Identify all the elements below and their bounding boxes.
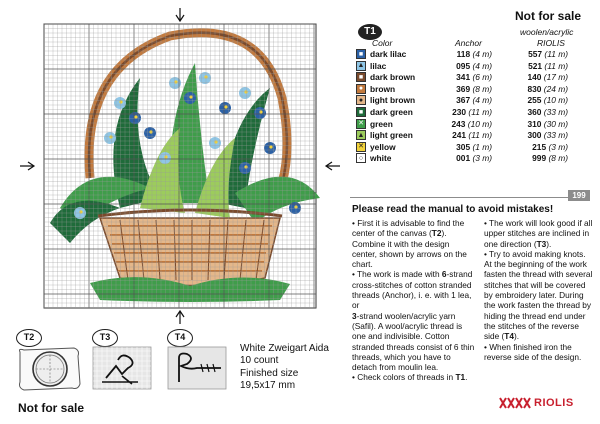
key-row bbox=[356, 129, 568, 141]
key-row bbox=[356, 118, 568, 130]
fabric-line-1: White Zweigart Aida bbox=[240, 343, 329, 354]
key-riolis-value bbox=[492, 49, 568, 59]
key-anchor-code: 001 bbox=[456, 153, 471, 164]
key-anchor-code: 305 bbox=[456, 141, 471, 152]
center-arrow-top bbox=[176, 8, 184, 21]
key-symbol-glyph: ✕ bbox=[358, 120, 364, 128]
key-symbol-icon bbox=[356, 119, 366, 129]
manual-bold: T3 bbox=[536, 238, 547, 249]
t2-label: T2 bbox=[16, 329, 42, 347]
key-color-name: white bbox=[370, 153, 392, 164]
flower-center bbox=[269, 145, 272, 148]
key-symbol-glyph: ■ bbox=[358, 73, 364, 81]
key-row bbox=[356, 106, 568, 118]
key-riolis-value bbox=[492, 95, 568, 105]
center-arrow-left bbox=[20, 162, 34, 170]
key-color-name: brown bbox=[370, 83, 396, 94]
key-riolis-value bbox=[492, 61, 568, 71]
key-riolis-code: 215 bbox=[532, 141, 547, 152]
key-row bbox=[356, 60, 568, 72]
key-anchor-code: 118 bbox=[456, 49, 471, 59]
key-color-name: dark green bbox=[370, 107, 413, 117]
key-riolis-length: (11 m) bbox=[542, 49, 568, 59]
not-for-sale-top: Not for sale bbox=[515, 9, 582, 23]
key-symbol-glyph: ■ bbox=[358, 108, 364, 116]
key-row bbox=[356, 48, 568, 60]
t3-label: T3 bbox=[92, 329, 118, 347]
key-anchor-value bbox=[440, 107, 492, 117]
key-anchor-value bbox=[440, 130, 492, 140]
key-riolis-value bbox=[492, 130, 568, 140]
key-anchor-value bbox=[440, 61, 492, 71]
key-riolis-code: 300 bbox=[527, 130, 542, 141]
key-riolis-code: 310 bbox=[527, 118, 542, 129]
key-anchor-value bbox=[440, 119, 492, 129]
key-riolis-value bbox=[492, 84, 568, 94]
key-color-name: dark lilac bbox=[370, 49, 407, 59]
manual-bold: T4 bbox=[504, 331, 514, 342]
key-anchor-value bbox=[440, 153, 492, 163]
key-color-name: green bbox=[370, 118, 393, 129]
key-riolis-code: 830 bbox=[527, 83, 542, 94]
key-anchor-value bbox=[440, 84, 492, 94]
key-riolis-code: 255 bbox=[527, 95, 542, 106]
key-symbol-glyph: ✕ bbox=[358, 143, 364, 151]
key-riolis-value bbox=[492, 72, 568, 82]
key-row bbox=[356, 152, 568, 164]
key-riolis-length: (10 m) bbox=[541, 95, 568, 106]
key-anchor-length: (10 m) bbox=[465, 118, 492, 129]
manual-text: • First it is advisable to find the center of the canvas ( bbox=[352, 218, 465, 239]
manual-text: • The work is made with bbox=[352, 269, 442, 280]
key-col-color: Color bbox=[372, 38, 393, 48]
key-symbol-glyph: ▲ bbox=[357, 62, 365, 70]
key-anchor-value bbox=[440, 142, 492, 152]
flower-center bbox=[134, 115, 137, 118]
manual-paragraph bbox=[352, 269, 476, 310]
key-color-name: lilac bbox=[370, 60, 387, 71]
key-riolis-code: 521 bbox=[528, 60, 543, 71]
manual-text: -strand cross-stitches of cotton stranded threads (Anchor), i. e. with 1 lea, or bbox=[352, 269, 473, 311]
manual-paragraph bbox=[484, 218, 594, 249]
manual-bold: T2 bbox=[431, 228, 442, 239]
key-row bbox=[356, 94, 568, 106]
key-symbol-icon bbox=[356, 72, 366, 82]
manual-text: ). bbox=[546, 238, 552, 249]
flower-center bbox=[244, 90, 247, 93]
key-riolis-length: (30 m) bbox=[541, 118, 568, 129]
center-arrow-right bbox=[326, 162, 340, 170]
manual-paragraph bbox=[484, 249, 594, 342]
key-riolis-code: 140 bbox=[527, 72, 542, 83]
key-anchor-length: (3 m) bbox=[470, 153, 492, 164]
flower-center bbox=[109, 135, 112, 138]
fabric-line-3: Finished size bbox=[240, 368, 299, 379]
flower-center bbox=[164, 155, 167, 158]
flower-center bbox=[174, 80, 177, 83]
manual-heading: Please read the manual to avoid mistakes! bbox=[352, 204, 554, 215]
key-anchor-length: (1 m) bbox=[470, 141, 492, 152]
chart-grid bbox=[20, 8, 340, 324]
manual-paragraph bbox=[352, 372, 476, 382]
manual-bold: 3 bbox=[352, 310, 357, 321]
fabric-line-4: 19,5x17 mm bbox=[240, 380, 296, 391]
key-symbol-icon bbox=[356, 142, 366, 152]
cross-stitch-figure-t3 bbox=[92, 346, 152, 390]
key-anchor-value bbox=[440, 72, 492, 82]
thread-figure-t4 bbox=[167, 346, 227, 390]
manual-text: ). bbox=[513, 331, 520, 342]
key-row bbox=[356, 83, 568, 95]
page-number: 199 bbox=[568, 190, 590, 201]
key-col-riolis-1: woolen/acrylic bbox=[520, 27, 574, 37]
key-symbol-icon bbox=[356, 130, 366, 140]
manual-col-1 bbox=[352, 218, 476, 383]
key-riolis-code: 999 bbox=[532, 153, 547, 164]
key-anchor-length: (11 m) bbox=[466, 107, 492, 117]
key-riolis-code: 360 bbox=[527, 107, 542, 117]
key-anchor-code: 230 bbox=[452, 107, 467, 117]
key-anchor-length: (4 m) bbox=[470, 95, 492, 106]
key-symbol-icon bbox=[356, 49, 366, 59]
key-color-name: light green bbox=[370, 130, 413, 141]
center-arrow-bottom bbox=[176, 311, 184, 324]
key-riolis-value bbox=[492, 119, 568, 129]
key-anchor-length: (8 m) bbox=[470, 83, 492, 94]
manual-paragraph bbox=[352, 218, 476, 269]
key-riolis-length: (24 m) bbox=[541, 83, 568, 94]
t1-badge: T1 bbox=[358, 24, 382, 40]
key-riolis-length: (8 m) bbox=[546, 153, 568, 164]
key-symbol-glyph: ■ bbox=[358, 50, 364, 58]
manual-text: • The work will look good if all upper stitches are inclined in one direction ( bbox=[484, 218, 593, 249]
key-symbol-icon bbox=[356, 153, 366, 163]
manual-col-2 bbox=[484, 218, 594, 362]
key-riolis-length: (11 m) bbox=[542, 60, 568, 71]
key-anchor-value bbox=[440, 49, 492, 59]
riolis-wordmark: RIOLIS bbox=[534, 397, 574, 409]
key-symbol-glyph: ▲ bbox=[357, 131, 365, 139]
key-anchor-length: (6 m) bbox=[470, 72, 492, 83]
manual-text: ). Combine it with the design center, shown by arrows on the chart. bbox=[352, 228, 467, 270]
key-symbol-glyph: ● bbox=[358, 85, 364, 93]
fabric-line-2: 10 count bbox=[240, 355, 279, 366]
flower-center bbox=[119, 100, 122, 103]
key-col-riolis-2: RIOLIS bbox=[537, 38, 565, 48]
key-riolis-length: (17 m) bbox=[541, 72, 568, 83]
manual-paragraph bbox=[352, 311, 476, 373]
key-anchor-code: 243 bbox=[451, 118, 466, 129]
fabric-info bbox=[240, 343, 329, 392]
key-row bbox=[356, 141, 568, 153]
key-anchor-value bbox=[440, 95, 492, 105]
key-symbol-glyph: ○ bbox=[358, 154, 364, 162]
manual-text: -strand woolen/acrylic yarn (Safil). A wool/acrylic thread is one and indivisible. Cotton stranded threads consist of 6 thin threads, which you have to detach from moulin lea. bbox=[352, 310, 475, 373]
manual-text: • Try to avoid making knots. At the beginning of the work fasten the thread with several stitches that will be covered by embroidery later. During the work fasten the thread by hiding the thread end under the stitches of the reverse side ( bbox=[484, 248, 593, 342]
key-color-name: light brown bbox=[370, 95, 416, 106]
key-anchor-code: 369 bbox=[456, 83, 471, 94]
key-riolis-value bbox=[492, 142, 568, 152]
not-for-sale-bottom: Not for sale bbox=[18, 401, 85, 415]
key-riolis-code: 557 bbox=[528, 49, 543, 59]
hoop-figure-t2 bbox=[14, 344, 84, 394]
manual-text: • Check colors of threads in bbox=[352, 372, 456, 383]
key-anchor-length: (11 m) bbox=[466, 130, 492, 141]
manual-bold: 6 bbox=[441, 269, 447, 280]
key-symbol-icon bbox=[356, 107, 366, 117]
riolis-logo-icon bbox=[499, 397, 531, 409]
riolis-logo bbox=[499, 397, 574, 409]
manual-text: • When finished iron the reverse side of the design. bbox=[484, 341, 582, 362]
key-symbol-icon bbox=[356, 84, 366, 94]
key-anchor-code: 241 bbox=[452, 130, 467, 141]
manual-paragraph bbox=[484, 342, 594, 363]
key-anchor-length: (4 m) bbox=[470, 49, 492, 59]
key-col-anchor: Anchor bbox=[455, 38, 482, 48]
manual-text: . bbox=[465, 372, 468, 383]
key-symbol-icon bbox=[356, 95, 366, 105]
key-color-name: dark brown bbox=[370, 72, 416, 83]
key-symbol-glyph: ● bbox=[358, 96, 364, 104]
t4-label: T4 bbox=[167, 329, 193, 347]
key-riolis-length: (33 m) bbox=[541, 107, 568, 117]
header-divider bbox=[350, 197, 568, 198]
manual-bold: T1 bbox=[455, 372, 466, 383]
key-riolis-value bbox=[492, 107, 568, 117]
cross-stitch-chart bbox=[20, 8, 340, 324]
flower-center bbox=[224, 105, 227, 108]
key-riolis-value bbox=[492, 153, 568, 163]
key-anchor-code: 367 bbox=[456, 95, 471, 106]
key-row bbox=[356, 71, 568, 83]
key-anchor-code: 341 bbox=[456, 72, 471, 83]
key-anchor-code: 095 bbox=[456, 60, 471, 71]
key-symbol-icon bbox=[356, 61, 366, 71]
key-riolis-length: (3 m) bbox=[546, 141, 568, 152]
key-riolis-length: (33 m) bbox=[541, 130, 568, 141]
key-anchor-length: (4 m) bbox=[470, 60, 492, 71]
key-color-name: yellow bbox=[370, 141, 396, 152]
